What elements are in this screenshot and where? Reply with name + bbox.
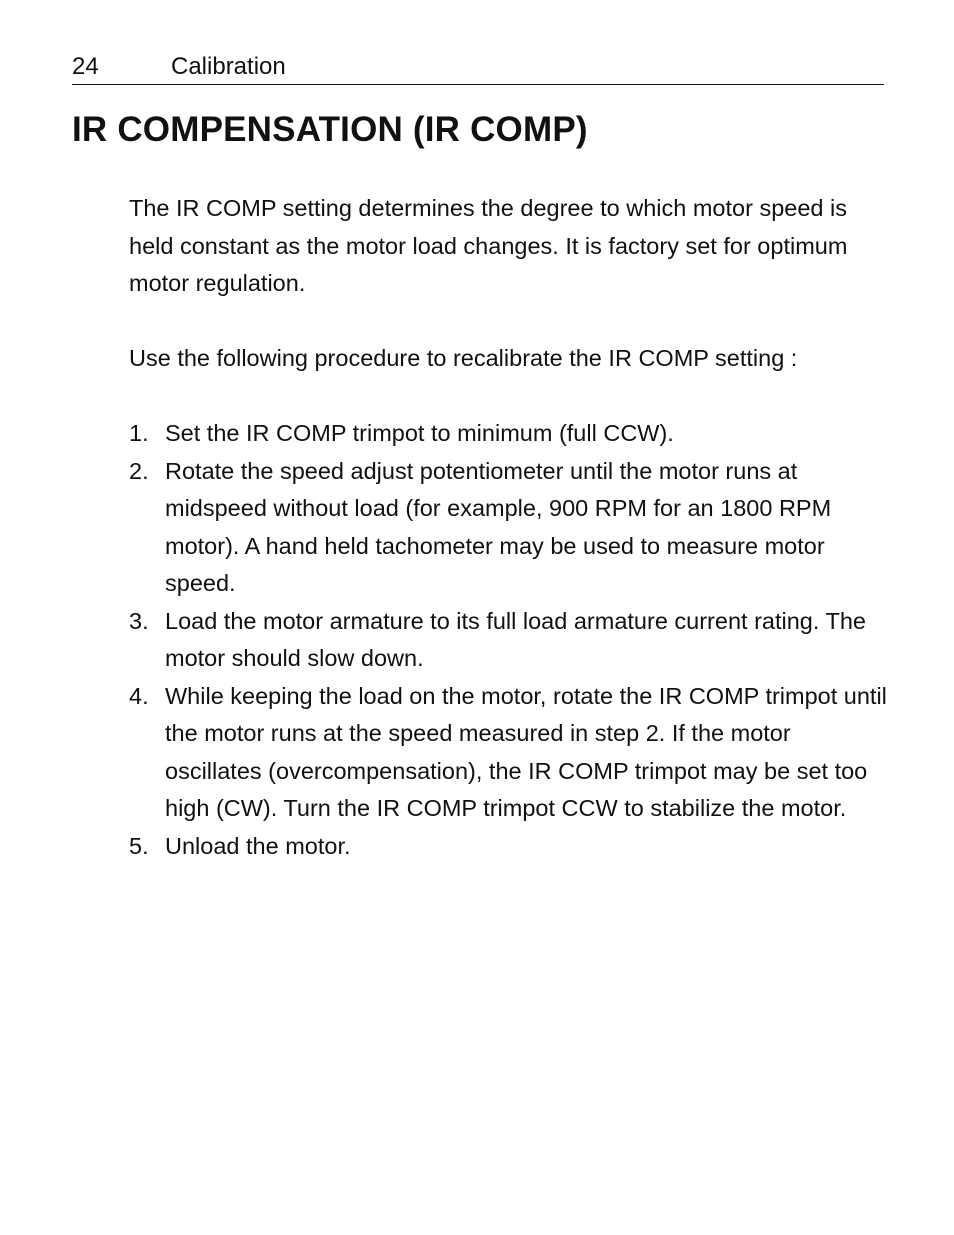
step-text: Load the motor armature to its full load armature current rating. The motor should slow down. bbox=[165, 607, 866, 671]
step-text: Set the IR COMP trimpot to minimum (full CCW). bbox=[165, 420, 674, 446]
procedure-step-3 bbox=[129, 603, 889, 678]
step-number: 5. bbox=[129, 832, 149, 859]
step-text: Unload the motor. bbox=[165, 832, 351, 859]
step-number: 3. bbox=[129, 607, 149, 634]
procedure-step-5 bbox=[129, 828, 889, 866]
running-header bbox=[72, 52, 884, 85]
section-name: Calibration bbox=[171, 53, 286, 80]
page-number: 24 bbox=[72, 53, 99, 80]
body-content bbox=[129, 190, 889, 865]
step-number: 2. bbox=[129, 457, 149, 484]
step-number: 1. bbox=[129, 420, 149, 446]
step-text: Rotate the speed adjust potentiometer until the motor runs at midspeed without load (for example, 900 RPM for an 1800 RPM motor). A hand held tachometer may be used to measure motor speed. bbox=[165, 457, 832, 596]
procedure-step-2 bbox=[129, 453, 889, 603]
step-text: While keeping the load on the motor, rotate the IR COMP trimpot until the motor runs at the speed measured in step 2. If the motor oscillates (overcompensation), the IR COMP trimpot may be set too high (CW). Turn the IR COMP trimpot CCW to stabilize the motor. bbox=[165, 682, 887, 821]
intro-paragraph: The IR COMP setting determines the degree to which motor speed is held constant as the motor load changes. It is factory set for optimum motor regulation. bbox=[129, 195, 848, 296]
procedure-step-4 bbox=[129, 678, 889, 828]
procedure-lead-paragraph: Use the following procedure to recalibrate the IR COMP setting : bbox=[129, 345, 798, 371]
page-title: IR COMPENSATION (IR COMP) bbox=[72, 110, 588, 149]
step-number: 4. bbox=[129, 682, 149, 709]
procedure-steps-list bbox=[129, 415, 889, 865]
procedure-step-1 bbox=[129, 415, 889, 453]
